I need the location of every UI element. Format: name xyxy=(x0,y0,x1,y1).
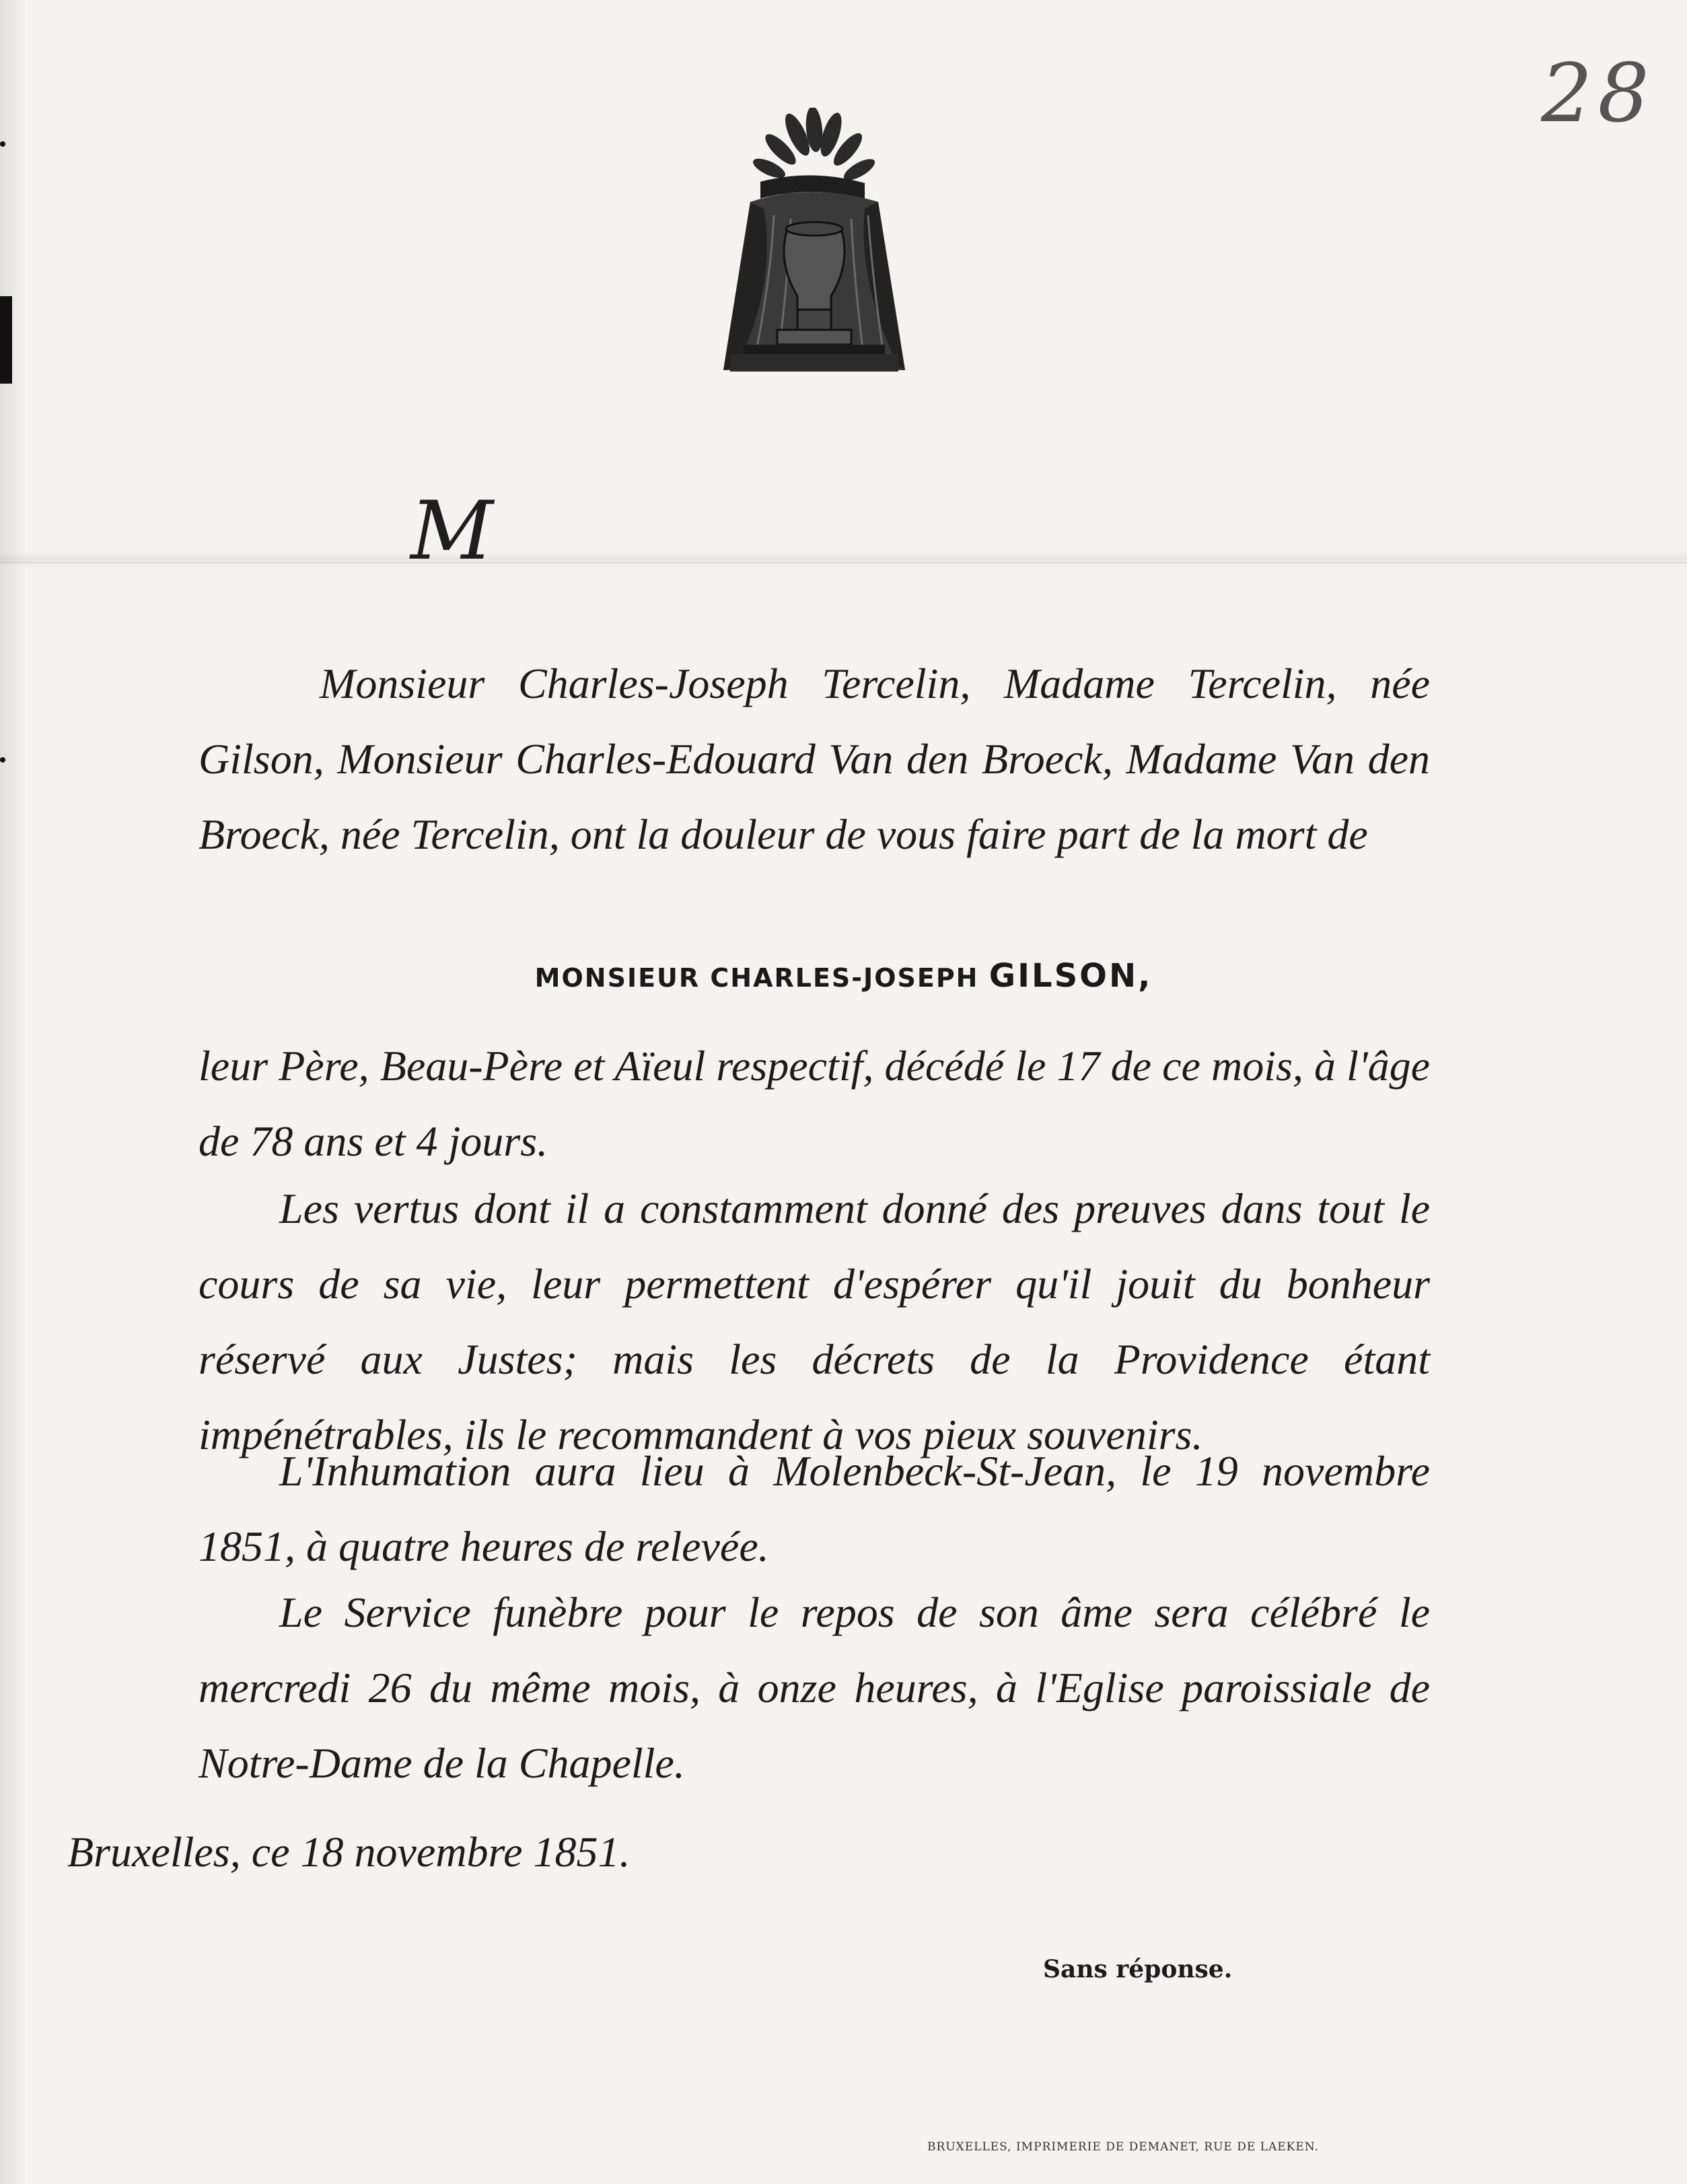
printer-imprint: BRUXELLES, IMPRIMERIE DE DEMANET, RUE DE LAEKEN. xyxy=(927,2140,1319,2154)
no-reply-note: Sans réponse. xyxy=(1043,1955,1233,1983)
binding-mark xyxy=(0,296,12,384)
burial-paragraph: L'Inhumation aura lieu à Molenbeck-St-Jean, le 19 novembre 1851, à quatre heures de relevée. xyxy=(199,1447,1430,1570)
page-number: 28 xyxy=(1541,47,1655,141)
binding-dot xyxy=(0,757,5,763)
funeral-urn-icon xyxy=(696,108,925,384)
service-paragraph: Le Service funèbre pour le repos de son âme sera célébré le mercredi 26 du même mois, à onze heures, à l'Eglise paroissiale de Notre-Dame de la Chapelle. xyxy=(199,1588,1430,1787)
place-date: Bruxelles, ce 18 novembre 1851. xyxy=(67,1828,631,1876)
binding-dot xyxy=(0,141,5,147)
fold-line xyxy=(0,562,1687,563)
virtues-paragraph: Les vertus dont il a constamment donné des preuves dans tout le cours de sa vie, leur permettent d'espérer qu'il jouit du bonheur réservé aux Justes; mais les décrets de la Providence étant impénétrables, ils le recommandent à vos pieux souvenirs. xyxy=(199,1185,1430,1458)
deceased-name xyxy=(0,957,1687,995)
salutation: M xyxy=(410,485,493,578)
announcement-paragraph: Monsieur Charles-Joseph Tercelin, Madame Tercelin, née Gilson, Monsieur Charles-Edouard Van den Broeck, Madame Van den Broeck, née Tercelin, ont la douleur de vous faire part de la mort de xyxy=(199,660,1430,858)
deceased-name-prefix: MONSIEUR CHARLES-JOSEPH xyxy=(534,963,979,993)
relation-paragraph: leur Père, Beau-Père et Aïeul respectif, décédé le 17 de ce mois, à l'âge de 78 ans et 4 jours. xyxy=(199,1042,1430,1165)
deceased-surname: GILSON, xyxy=(989,957,1153,995)
